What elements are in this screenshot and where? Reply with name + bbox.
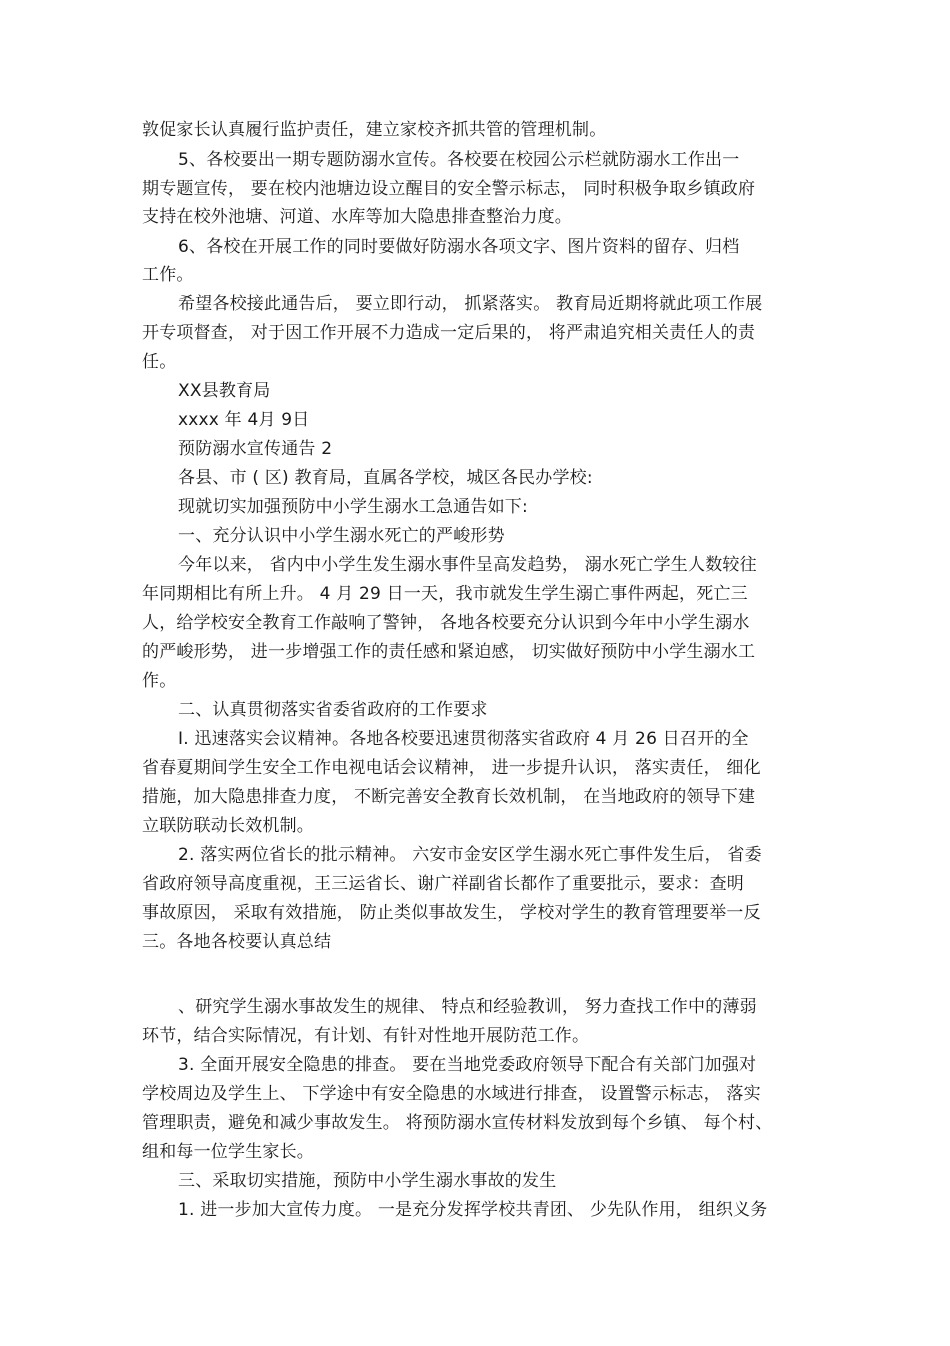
text-line: 现就切实加强预防中小学生溺水工急通告如下: — [178, 497, 528, 517]
text-line: 2. 落实两位省长的批示精神。 六安市金安区学生溺水死亡事件发生后， 省委 — [178, 845, 762, 865]
text-line: 环节，结合实际情况，有计划、有针对性地开展防范工作。 — [142, 1026, 590, 1046]
text-line: 三。各地各校要认真总结 — [142, 932, 332, 952]
text-line: 敦促家长认真履行监护责任，建立家校齐抓共管的管理机制。 — [142, 120, 607, 140]
text-line: 的严峻形势， 进一步增强工作的责任感和紧迫感， 切实做好预防中小学生溺水工 — [142, 642, 756, 662]
text-line: 措施，加大隐患排查力度， 不断完善安全教育长效机制， 在当地政府的领导下建 — [142, 787, 756, 807]
text-line: 开专项督查， 对于因工作开展不力造成一定后果的， 将严肃追究相关责任人的责 — [142, 323, 756, 343]
text-line: 工作。 — [142, 265, 194, 285]
heading: 一、充分认识中小学生溺水死亡的严峻形势 — [178, 526, 505, 546]
text-line: 期专题宣传， 要在校内池塘边设立醒目的安全警示标志， 同时积极争取乡镇政府 — [142, 179, 756, 199]
text-line: 年同期相比有所上升。 4 月 29 日一天，我市就发生学生溺亡事件两起，死亡三 — [142, 584, 748, 604]
section-title: 预防溺水宣传通告 2 — [178, 439, 333, 459]
text-line: 、研究学生溺水事故发生的规律、 特点和经验教训， 努力查找工作中的薄弱 — [178, 997, 757, 1017]
text-line: 组和每一位学生家长。 — [142, 1142, 314, 1162]
text-line: 人，给学校安全教育工作敲响了警钟， 各地各校要充分认识到今年中小学生溺水 — [142, 613, 750, 633]
text-line: 任。 — [142, 352, 177, 372]
heading: 二、认真贯彻落实省委省政府的工作要求 — [178, 700, 488, 720]
signature-org: XX县教育局 — [178, 381, 271, 401]
signature-date: xxxx 年 4月 9日 — [178, 410, 310, 430]
text-line: 学校周边及学生上、 下学途中有安全隐患的水域进行排查， 设置警示标志， 落实 — [142, 1084, 761, 1104]
text-line: 3. 全面开展安全隐患的排查。 要在当地党委政府领导下配合有关部门加强对 — [178, 1055, 757, 1075]
text-line: 5、各校要出一期专题防溺水宣传。各校要在校园公示栏就防溺水工作出一 — [178, 150, 740, 170]
text-line: 立联防联动长效机制。 — [142, 816, 314, 836]
text-line: 支持在校外池塘、河道、水库等加大隐患排查整治力度。 — [142, 207, 572, 227]
text-line: 1. 进一步加大宣传力度。 一是充分发挥学校共青团、 少先队作用， 组织义务 — [178, 1200, 768, 1220]
text-line: 管理职责，避免和减少事故发生。 将预防溺水宣传材料发放到每个乡镇、 每个村、 — [142, 1113, 773, 1133]
text-line: 事故原因， 采取有效措施， 防止类似事故发生， 学校对学生的教育管理要举一反 — [142, 903, 761, 923]
text-line: 省政府领导高度重视，王三运省长、谢广祥副省长都作了重要批示，要求：查明 — [142, 874, 744, 894]
text-line: 今年以来， 省内中小学生发生溺水事件呈高发趋势， 溺水死亡学生人数较往 — [178, 555, 757, 575]
text-line: 作。 — [142, 671, 177, 691]
text-line: I. 迅速落实会议精神。各地各校要迅速贯彻落实省政府 4 月 26 日召开的全 — [178, 729, 749, 749]
text-line: 希望各校接此通告后， 要立即行动， 抓紧落实。 教育局近期将就此项工作展 — [178, 294, 763, 314]
text-line: 6、各校在开展工作的同时要做好防溺水各项文字、图片资料的留存、归档 — [178, 237, 740, 257]
text-line: 省春夏期间学生安全工作电视电话会议精神， 进一步提升认识， 落实责任， 细化 — [142, 758, 761, 778]
text-line: 各县、市 ( 区) 教育局，直属各学校，城区各民办学校: — [178, 468, 593, 488]
heading: 三、采取切实措施，预防中小学生溺水事故的发生 — [178, 1171, 557, 1191]
